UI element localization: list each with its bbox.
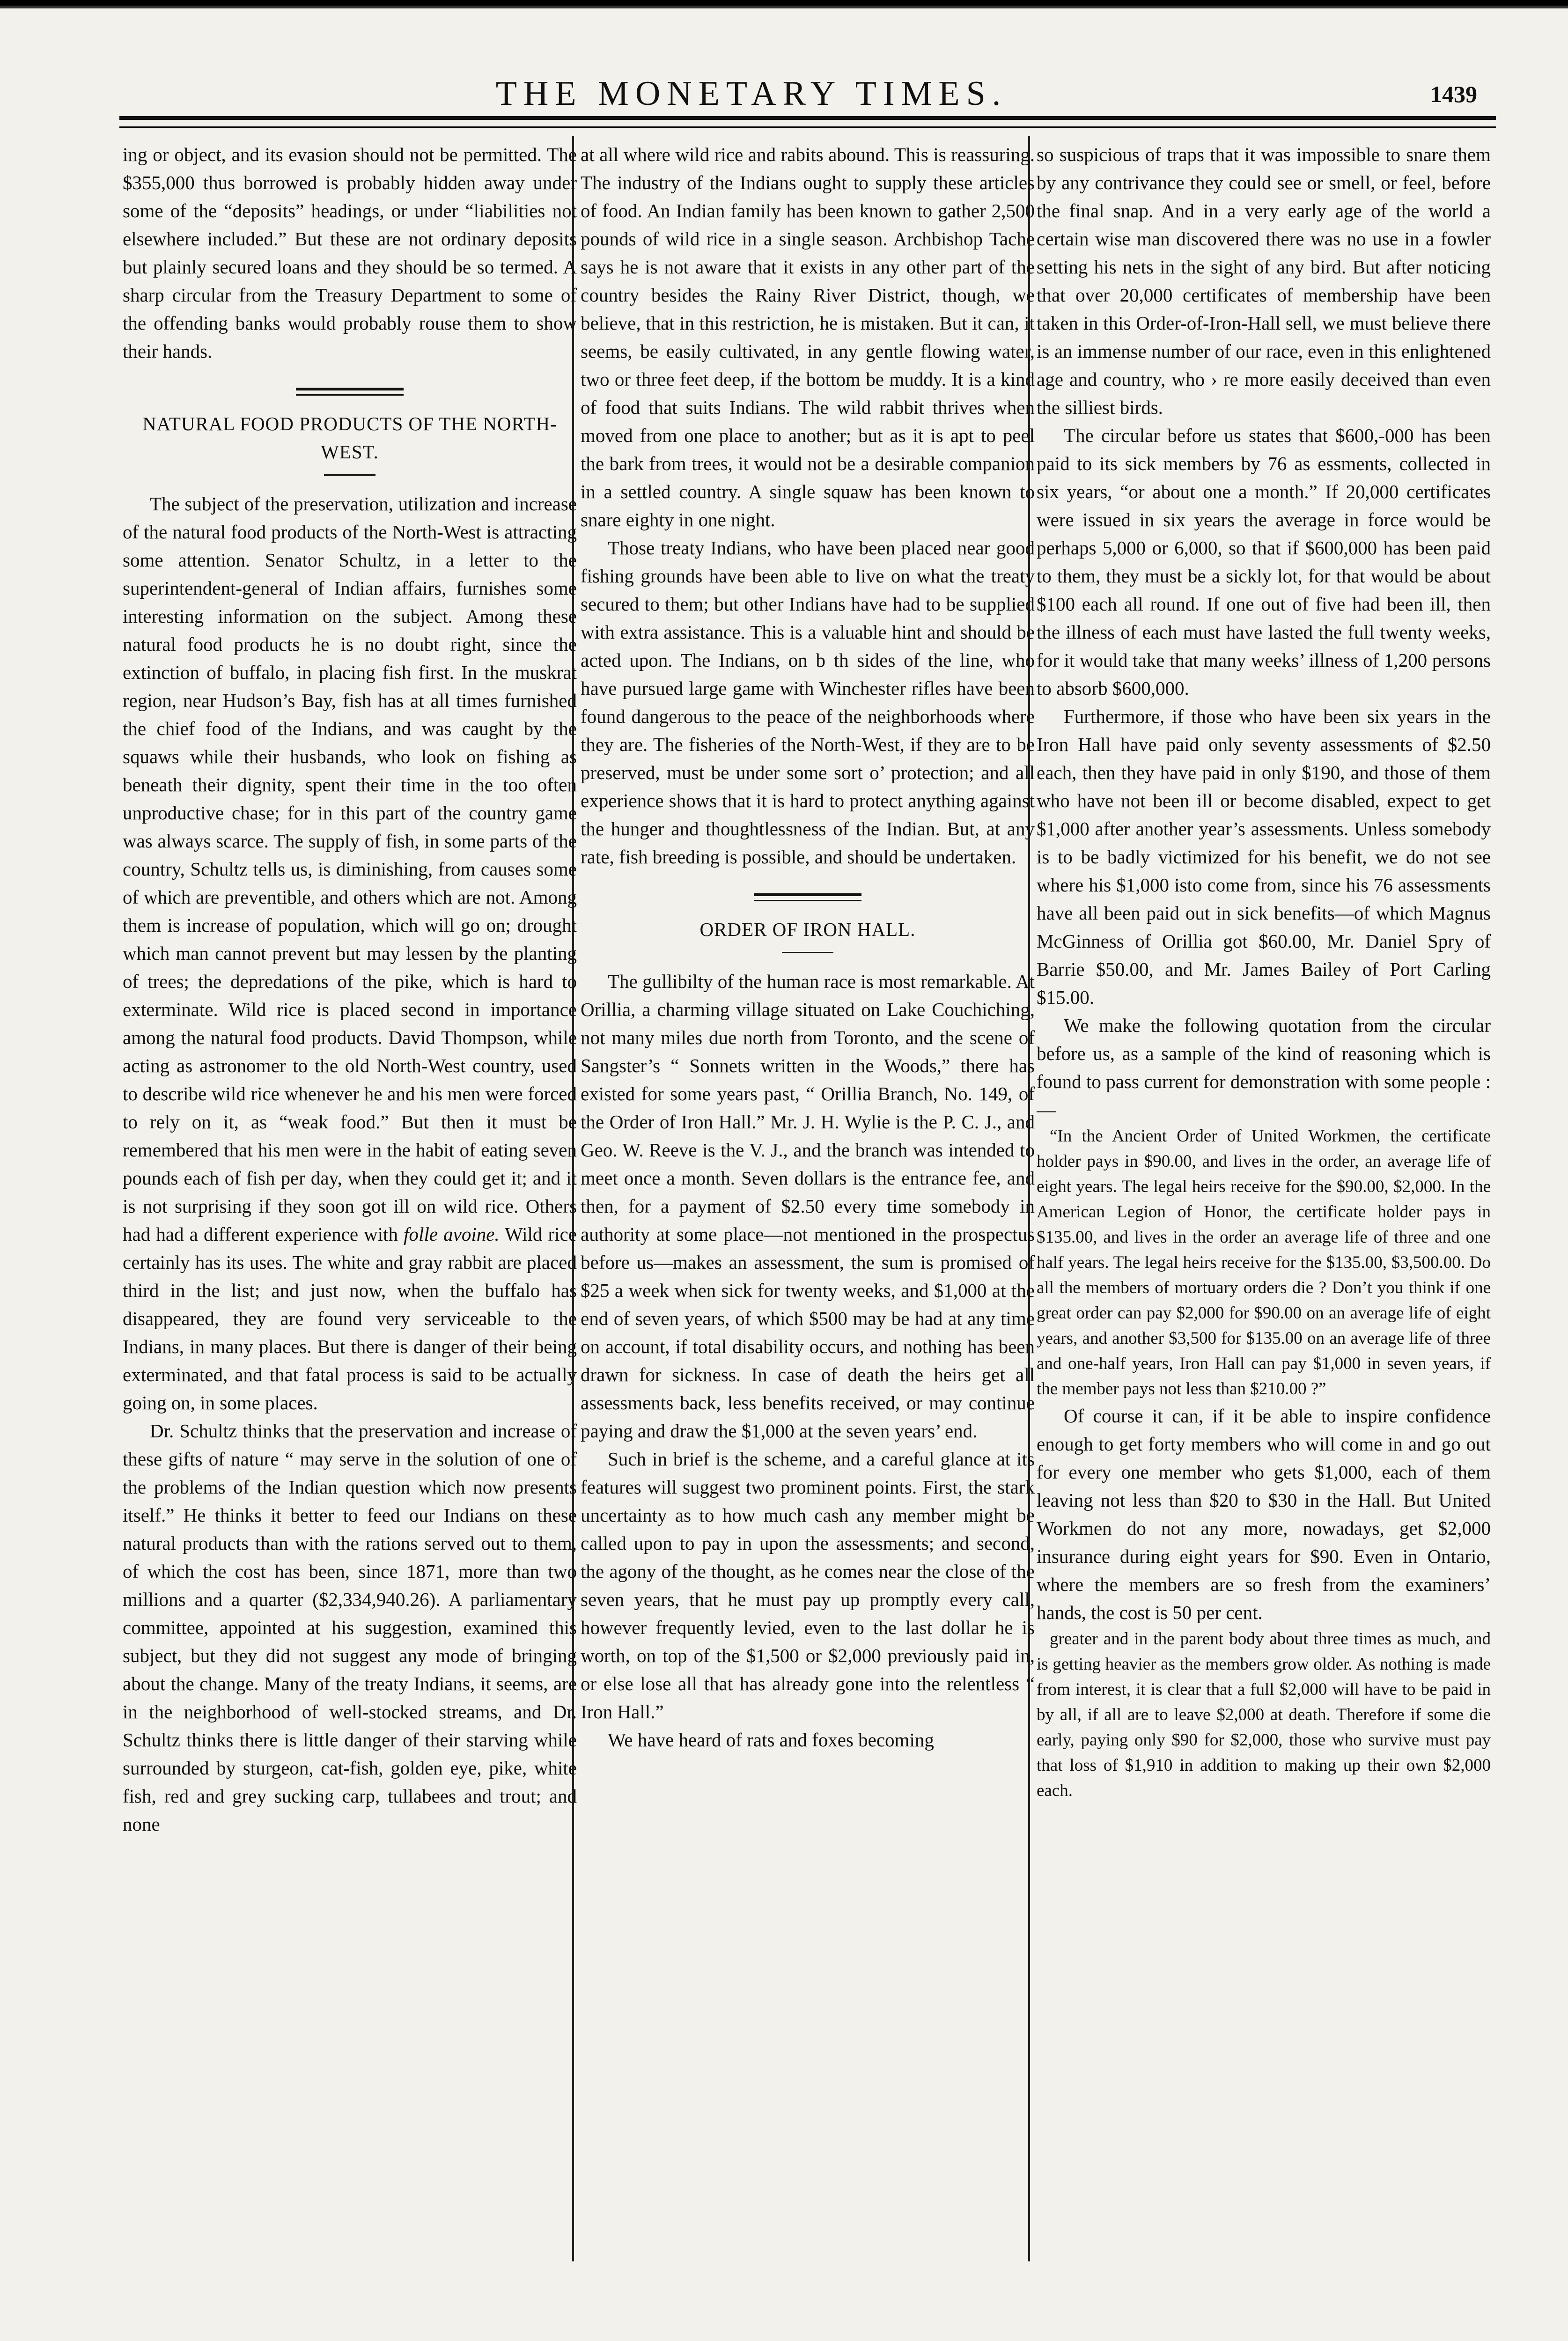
continued-paragraph: so suspicious of traps that it was impossible to snare them by any contrivance they could see or smell, or feel, before the final snap. And in a very early age of the world a certain wise man discovered there was no use in a fowler setting his nets in the sight of any bird. But after noticing that over 20,000 certificates of membership have been taken in this Order-of-Iron-Hall sell, we must believe there is an immense number of our race, even in this enlightened age and country, who › re more easily deceived than even the silliest birds. (1037, 144, 1491, 418)
article-title-iron-hall: ORDER OF IRON HALL. (699, 919, 916, 940)
continued-paragraph: at all where wild rice and rabits abound. This is reassuring. The industry of the Indians ought to supply these articles of food. An Indian family has been known to gather 2,500 pounds of wild rice in a single season. Archbishop Tache says he is not aware that it exists in any other part of the country besides the Rainy River District, though, we believe, that in this restriction, he is mistaken. But it can, it seems, be easily cultivated, in any gentle flowing water, two or three feet deep, if the bottom be muddy. It is a kind of food that suits Indians. The wild rabbit thrives when moved from one place to another; but as it is apt to peel the bark from trees, it would not be a desirable companion in a settled country. A single squaw has been known to snare eighty in one night. (581, 144, 1035, 530)
article-paragraph: Such in brief is the scheme, and a careful glance at its features will suggest two prominent points. First, the stark uncertainty as to how much cash any member might be called upon to pay in upon the assessments; and second, the agony of the thought, as he comes near the close of the seven years, that he must pay up promptly every call, however frequently levied, even to the last dollar he is worth, on top of the $1,500 or $2,000 previously paid in, or else lose all that has already gone into the relentless “ Iron Hall.” (581, 1448, 1035, 1723)
article-paragraph: Of course it can, if it be able to inspire confidence enough to get forty members who will come in and go out for every one member who gets $1,000, each of them leaving not less than $20 to $30 in the Hall. But United Workmen do not any more, nowadays, get $2,000 insurance during eight years for $90. Even in Ontario, where the members are so fresh from the examiners’ hands, the cost is 50 per cent. (1037, 1405, 1491, 1623)
article-paragraph: We have heard of rats and foxes becoming (608, 1729, 934, 1751)
header-rule-thin (119, 126, 1496, 128)
closing-small-text: greater and in the parent body about three times as much, and is getting heavier as the members grow older. As nothing is made from interest, it is clear that a full $2,000 will have to be paid in by all, if all are to leave $2,000 at death. Therefore if some die early, paying only $90 for $2,000, those who survive must pay that loss of $1,910 in addition to making up their own $2,000 each. (1037, 1629, 1491, 1800)
circular-quotation: “In the Ancient Order of United Workmen, the certificate holder pays in $90.00, and lives in the order, an average life of eight years. The legal heirs receive for the $90.00, $2,000. In the American Legion of Honor, the certificate holder pays in $135.00, and lives in the order an average life of three and one half years. The legal heirs receive for the $135.00, $3,500.00. Do all the members of mortuary orders die ? Don’t you think if one great order can pay $2,000 for $90.00 on an average life of eight years, and another $3,500 for $135.00 on an average life of three and one-half years, Iron Hall can pay $1,000 in seven years, if the member pays not less than $210.00 ?” (1037, 1126, 1491, 1399)
title-underline (782, 952, 833, 953)
page-top-edge (0, 0, 1568, 12)
column-2 (581, 140, 1035, 2341)
column-3 (1037, 140, 1491, 2341)
article-title-natural-food: NATURAL FOOD PRODUCTS OF THE NORTH-WEST. (142, 413, 557, 463)
column-1 (123, 140, 577, 2341)
title-underline (324, 474, 375, 476)
article-paragraph (123, 490, 577, 1417)
masthead-title: THE MONETARY TIMES. (495, 74, 1008, 113)
masthead (119, 70, 1496, 122)
italic-phrase: folle avoine. (404, 1223, 500, 1245)
paragraph-text: Wild rice certainly has its uses. The white and gray rabbit are placed third in the list; and just now, when the buffalo has disappeared, they are found very serviceable to the Indians, in many places. But there is danger of their being exterminated, and that fatal process is said to be actually going on, in some places. (123, 1223, 577, 1413)
paragraph-text: The subject of the preservation, utilization and increase of the natural food products of the North-West is attracting some attention. Senator Schultz, in a letter to the superintendent-general of Indian affairs, furnishes some interesting information on the subject. Among these natural food products he is no doubt right, since the extinction of buffalo, in placing fish first. In the muskrat region, near Hudson’s Bay, fish has at all times furnished the chief food of the Indians, and was caught by the squaws while their husbands, who look on fishing as beneath their dignity, spent their time in the too often unproductive chase; for in this part of the country game was always scarce. The supply of fish, in some parts of the country, Schultz tells us, is diminishing, from causes some of which are preventible, and others which are not. Among them is increase of population, which will go on; drought which man cannot prevent but may lessen by the planting of trees; the depredations of the pike, which is hard to exterminate. Wild rice is placed second in importance among the natural food products. David Thompson, while acting as astronomer to the old North-West country, used to describe wild rice whenever he and his men were forced to rely on it, as “weak food.” But then it must be remembered that his men were in the habit of eating seven pounds each of fish per day, when they could get it; and it is not surprising if they soon got ill on wild rice. Others had had a different experience with (123, 493, 577, 1245)
header-rule-thick (119, 116, 1496, 120)
section-separator (754, 893, 861, 901)
article-paragraph: Dr. Schultz thinks that the preservation and increase of these gifts of nature “ may serve in the solution of one of the problems of the Indian question which now presents itself.” He thinks it better to feed our Indians on these natural products than with the rations served out to them, of which the cost has been, since 1871, more than two millions and a quarter ($2,334,940.26). A parliamentary committee, appointed at his suggestion, examined this subject, but they did not suggest any mode of bringing about the change. Many of the treaty Indians, it seems, are in the neighborhood of well-stocked streams, and Dr. Schultz thinks there is little danger of their starving while surrounded by sturgeon, cat-fish, golden eye, pike, white fish, red and grey sucking carp, tullabees and trout; and none (123, 1420, 577, 1835)
section-separator (296, 388, 404, 396)
page-number: 1439 (1430, 81, 1477, 107)
article-paragraph: The gullibilty of the human race is most remarkable. At Orillia, a charming village situated on Lake Couchiching, not many miles due north from Toronto, and the scene of Sangster’s “ Sonnets written in the Woods,” there has existed for some years past, “ Orillia Branch, No. 149, of the Order of Iron Hall.” Mr. J. H. Wylie is the P. C. J., and Geo. W. Reeve is the V. J., and the branch was intended to meet once a month. Seven dollars is the entrance fee, and then, for a payment of $2.50 every time somebody in authority at some place—not mentioned in the prospectus before us—makes an assessment, the sum is promised of $25 a week when sick for twenty weeks, and $1,000 at the end of seven years, of which $500 may be had at any time on account, if total disability occurs, and nothing has been drawn for sickness. In case of death the heirs get all assessments back, less benefits received, or may continue paying and draw the $1,000 at the seven years’ end. (581, 971, 1035, 1442)
article-paragraph: Those treaty Indians, who have been placed near good fishing grounds have been able to live on what the treaty secured to them; but other Indians have had to be supplied with extra assistance. This is a valuable hint and should be acted upon. The Indians, on b th sides of the line, who have pursued large game with Winchester rifles have been found dangerous to the peace of the neighborhoods where they are. The fisheries of the North-West, if they are to be preserved, must be under some sort o’ protection; and all experience shows that it is hard to protect anything against the hunger and thoughtlessness of the Indian. But, at any rate, fish breeding is possible, and should be undertaken. (581, 537, 1035, 868)
continued-paragraph: ing or object, and its evasion should not be permitted. The $355,000 thus borrowed is probably hidden away under some of the “deposits” headings, or under “liabilities not elsewhere included.” But these are not ordinary deposits but plainly secured loans and they should be so termed. A sharp circular from the Treasury Department to some of the offending banks would probably rouse them to show their hands. (123, 144, 577, 362)
article-paragraph: We make the following quotation from the circular before us, as a sample of the kind of reasoning which is found to pass current for demonstration with some people :— (1037, 1015, 1491, 1120)
article-paragraph: The circular before us states that $600,-000 has been paid to its sick members by 76 as essments, collected in six years, “or about one a month.” If 20,000 certificates were issued in six years the average in force would be perhaps 5,000 or 6,000, so that if $600,000 has been paid to them, they must be a sickly lot, for that would be about $100 each all round. If one out of five had been ill, then the illness of each must have lasted the full twenty weeks, for it would take that many weeks’ illness of 1,200 persons to absorb $600,000. (1037, 425, 1491, 699)
article-paragraph: Furthermore, if those who have been six years in the Iron Hall have paid only seventy assessments of $2.50 each, then they have paid in only $190, and those of them who have not been ill or become disabled, expect to get $1,000 after another year’s assessments. Unless somebody is to be badly victimized for his benefit, we do not see where his $1,000 isto come from, since his 76 assessments have all been paid out in sick benefits—of which Magnus McGinness of Orillia got $60.00, Mr. Daniel Spry of Barrie $50.00, and Mr. James Bailey of Port Carling $15.00. (1037, 706, 1491, 1008)
